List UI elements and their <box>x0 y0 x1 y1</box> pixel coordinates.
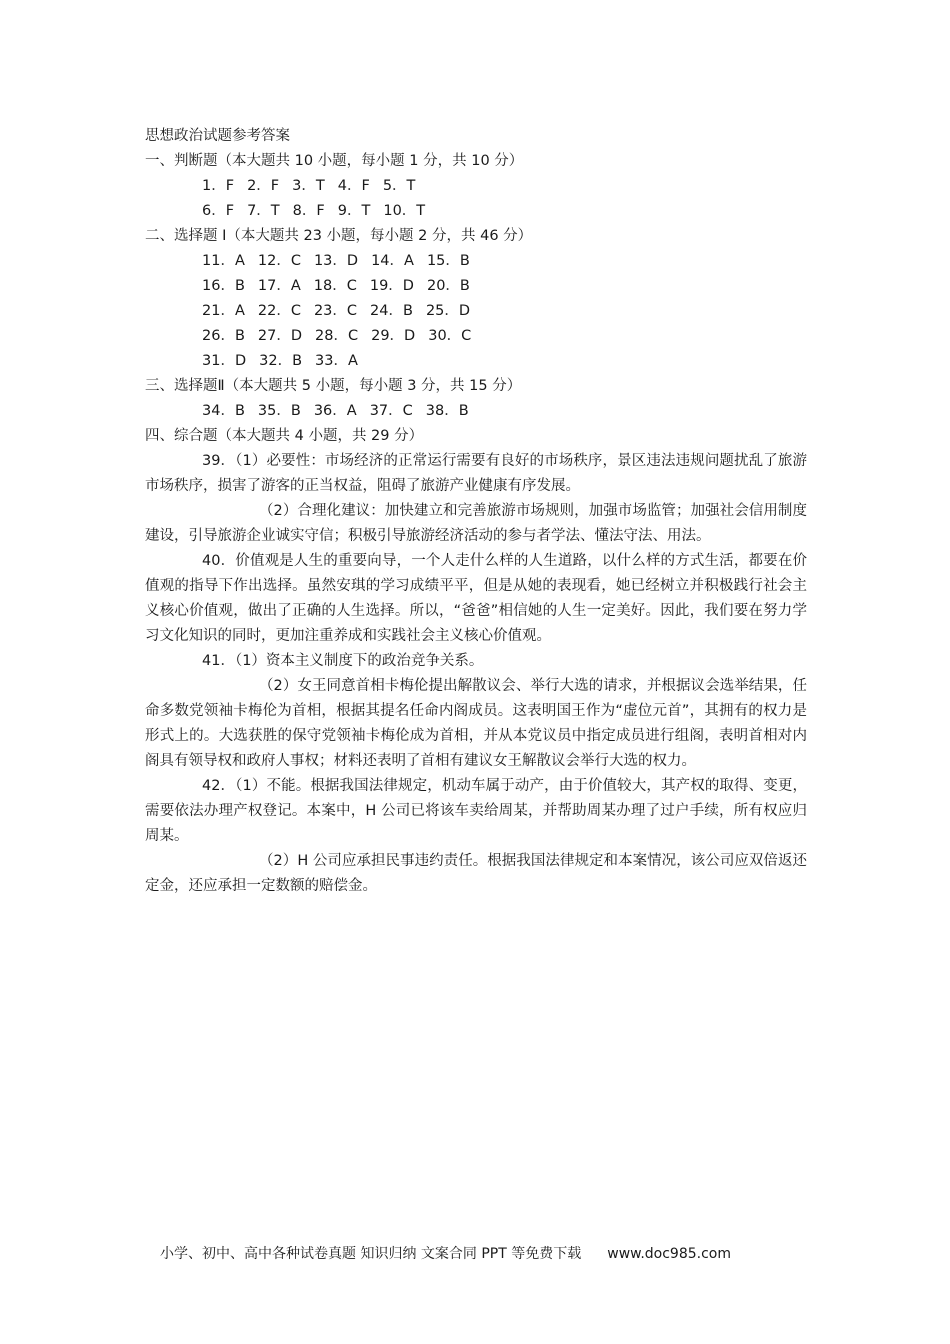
answer-item: 37．C <box>369 403 413 419</box>
answer-item: 3．T <box>292 178 325 194</box>
answer-item: 31．D <box>202 353 247 369</box>
answer-key <box>145 124 807 899</box>
answer-item: 16．B <box>202 278 245 294</box>
answer-item: 33．A <box>315 353 358 369</box>
answer-item: 21．A <box>202 303 245 319</box>
answer-item: 18．C <box>313 278 357 294</box>
answer-item: 10．T <box>383 203 426 219</box>
answer-item: 7．T <box>247 203 280 219</box>
answer-item: 9．T <box>337 203 371 219</box>
answer-paragraph-39-1: 39．（1）必要性：市场经济的正常运行需要有良好的市场秩序，景区违法违规问题扰乱了旅游市场秩序，损害了游客的正当权益，阻碍了旅游产业健康有序发展。 <box>145 453 807 494</box>
answer-item: 24．B <box>370 303 413 319</box>
section-heading-comprehensive: 四、综合题（本大题共 4 小题，共 29 分） <box>145 428 424 444</box>
answer-row <box>145 174 807 199</box>
answer-row <box>145 399 807 424</box>
answer-item: 27．D <box>257 328 303 344</box>
answer-item: 1．F <box>202 178 235 194</box>
answer-item: 11．A <box>202 253 245 269</box>
answer-item: 15．B <box>426 253 470 269</box>
answer-item: 17．A <box>257 278 301 294</box>
answer-row <box>145 299 807 324</box>
answer-item: 14．A <box>371 253 414 269</box>
answer-item: 5．T <box>382 178 416 194</box>
answer-row <box>145 199 807 224</box>
section-heading-choice-1: 二、选择题 I（本大题共 23 小题，每小题 2 分，共 46 分） <box>145 228 533 244</box>
answer-item: 4．F <box>337 178 370 194</box>
section-heading-judgment: 一、判断题（本大题共 10 小题，每小题 1 分，共 10 分） <box>145 153 524 169</box>
answer-item: 6．F <box>202 203 235 219</box>
answer-item: 8．F <box>292 203 325 219</box>
answer-item: 34．B <box>202 403 245 419</box>
answer-item: 12．C <box>257 253 301 269</box>
answer-paragraph-42-2: （2）H 公司应承担民事违约责任。根据我国法律规定和本案情况，该公司应双倍返还定金，还应承担一定数额的赔偿金。 <box>145 853 807 894</box>
answer-item: 29．D <box>371 328 416 344</box>
answer-item: 36．A <box>313 403 357 419</box>
answer-item: 26．B <box>202 328 245 344</box>
answer-item: 28．C <box>315 328 359 344</box>
answer-row <box>145 324 807 349</box>
page-title: 思想政治试题参考答案 <box>145 128 290 144</box>
answer-item: 22．C <box>257 303 301 319</box>
answer-item: 30．C <box>428 328 472 344</box>
answer-item: 20．B <box>426 278 470 294</box>
answer-paragraph-39-2: （2）合理化建议：加快建立和完善旅游市场规则，加强市场监管；加强社会信用制度建设，引导旅游企业诚实守信；积极引导旅游经济活动的参与者学法、懂法守法、用法。 <box>145 503 807 544</box>
answer-paragraph-41-1: 41．（1）资本主义制度下的政治竞争关系。 <box>202 653 484 669</box>
answer-row <box>145 349 807 374</box>
answer-paragraph-40: 40．价值观是人生的重要向导，一个人走什么样的人生道路，以什么样的方式生活，都要在价值观的指导下作出选择。虽然安琪的学习成绩平平，但是从她的表现看，她已经树立并积极践行社会主义核心价值观，做出了正确的人生选择。所以，“爸爸”相信她的人生一定美好。因此，我们要在努力学习文化知识的同时，更加注重养成和实践社会主义核心价值观。 <box>145 553 807 644</box>
answer-item: 25．D <box>425 303 471 319</box>
answer-row <box>145 249 807 274</box>
answer-row <box>145 274 807 299</box>
answer-item: 35．B <box>257 403 301 419</box>
answer-item: 23．C <box>313 303 358 319</box>
answer-paragraph-41-2: （2）女王同意首相卡梅伦提出解散议会、举行大选的请求，并根据议会选举结果，任命多数党领袖卡梅伦为首相，根据其提名任命内阁成员。这表明国王作为“虚位元首”，其拥有的权力是形式上的。大选获胜的保守党领袖卡梅伦成为首相，并从本党议员中指定成员进行组阁，表明首相对内阁具有领导权和政府人事权；材料还表明了首相有建议女王解散议会举行大选的权力。 <box>145 678 807 769</box>
answer-item: 19．D <box>369 278 414 294</box>
page-footer <box>160 1243 800 1263</box>
section-heading-choice-2: 三、选择题Ⅱ（本大题共 5 小题，每小题 3 分，共 15 分） <box>145 378 522 394</box>
answer-item: 32．B <box>259 353 303 369</box>
answer-item: 13．D <box>313 253 359 269</box>
footer-url: www.doc985.com <box>607 1246 731 1262</box>
answer-item: 2．F <box>247 178 280 194</box>
answer-paragraph-42-1: 42．（1）不能。根据我国法律规定，机动车属于动产，由于价值较大，其产权的取得、变更，需要依法办理产权登记。本案中，H 公司已将该车卖给周某，并帮助周某办理了过户手续，所有权应归周某。 <box>145 778 807 844</box>
footer-text: 小学、初中、高中各种试卷真题 知识归纳 文案合同 PPT 等免费下载 <box>160 1246 582 1262</box>
answer-item: 38．B <box>425 403 469 419</box>
